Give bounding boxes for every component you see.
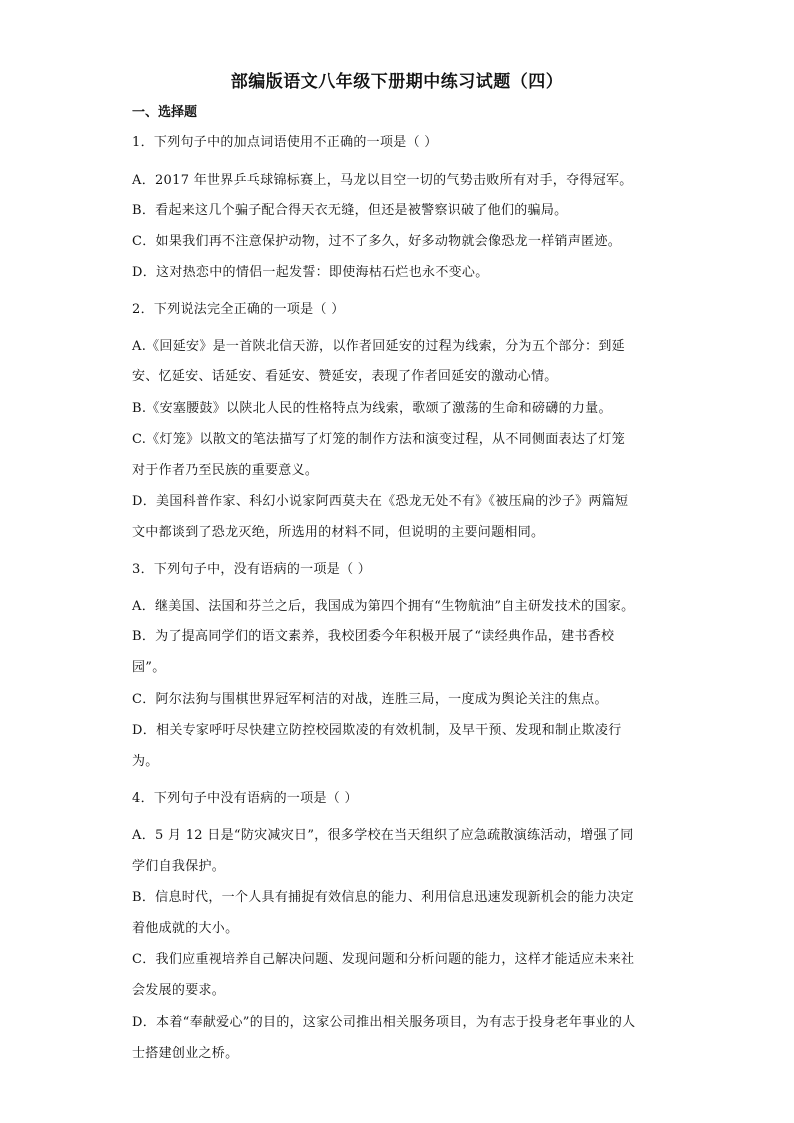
- question-4-option-b: B．信息时代，一个人具有捕捉有效信息的能力、利用信息迅速发现新机会的能力决定: [132, 890, 634, 905]
- question-3-option-b: B．为了提高同学们的语文素养，我校团委今年积极开展了“读经典作品，建书香校: [132, 629, 615, 644]
- question-4-option-b-cont: 着他成就的大小。: [132, 921, 239, 936]
- question-4-option-d: D．本着“奉献爱心”的目的，这家公司推出相关服务项目，为有志于投身老年事业的人: [132, 1015, 636, 1030]
- question-1-stem: 1．下列句子中的加点词语使用不正确的一项是（ ）: [132, 135, 438, 150]
- question-2-option-a: A.《回延安》是一首陕北信天游，以作者回延安的过程为线索，分为五个部分：到延: [132, 339, 625, 354]
- question-2-option-d-cont: 文中都谈到了恐龙灭绝，所选用的材料不同，但说明的主要问题相同。: [132, 525, 545, 540]
- question-2-option-a-cont: 安、忆延安、话延安、看延安、赞延安，表现了作者回延安的激动心情。: [132, 369, 558, 384]
- question-1-option-c: C．如果我们再不注意保护动物，过不了多久，好多动物就会像恐龙一样销声匿迹。: [132, 234, 622, 249]
- question-3-option-d: D．相关专家呼吁尽快建立防控校园欺凌的有效机制，及早干预、发现和制止欺凌行: [132, 723, 622, 738]
- question-2-option-b: B.《安塞腰鼓》以陕北人民的性格特点为线索，歌颂了激荡的生命和磅礴的力量。: [132, 401, 612, 416]
- question-4-option-c: C．我们应重视培养自己解决问题、发现问题和分析问题的能力，这样才能适应未来社: [132, 952, 635, 967]
- question-2-option-d: D．美国科普作家、科幻小说家阿西莫夫在《恐龙无处不有》《被压扁的沙子》两篇短: [132, 494, 629, 509]
- question-4-option-d-cont: 士搭建创业之桥。: [132, 1046, 239, 1061]
- question-3-option-d-cont: 为。: [132, 754, 159, 769]
- question-3-option-b-cont: 园”。: [132, 660, 166, 675]
- question-2-stem: 2．下列说法完全正确的一项是（ ）: [132, 302, 345, 317]
- question-1-option-b: B．看起来这几个骗子配合得天衣无缝，但还是被警察识破了他们的骗局。: [132, 203, 568, 218]
- section-heading: 一、选择题: [132, 105, 198, 120]
- question-2-option-c: C.《灯笼》以散文的笔法描写了灯笼的制作方法和演变过程，从不同侧面表达了灯笼: [132, 432, 626, 447]
- question-1-option-d: D．这对热恋中的情侣一起发誓：即使海枯石烂也永不变心。: [132, 265, 489, 280]
- page-title: 部编版语文八年级下册期中练习试题（四）: [230, 72, 564, 92]
- question-3-option-a: A．继美国、法国和芬兰之后，我国成为第四个拥有“生物航油”自主研发技术的国家。: [132, 599, 635, 614]
- question-4-option-a-cont: 学们自我保护。: [132, 859, 226, 874]
- question-4-option-c-cont: 会发展的要求。: [132, 983, 226, 998]
- question-3-option-c: C．阿尔法狗与围棋世界冠军柯洁的对战，连胜三局，一度成为舆论关注的焦点。: [132, 692, 608, 707]
- question-1-option-a: A．2017 年世界乒乓球锦标赛上，马龙以目空一切的气势击败所有对手，夺得冠军。: [132, 173, 633, 188]
- question-4-option-a: A．5 月 12 日是“防灾减灾日”，很多学校在当天组织了应急疏散演练活动，增强了同: [132, 828, 634, 843]
- question-3-stem: 3．下列句子中，没有语病的一项是（ ）: [132, 562, 372, 577]
- question-2-option-c-cont: 对于作者乃至民族的重要意义。: [132, 463, 319, 478]
- question-4-stem: 4．下列句子中没有语病的一项是（ ）: [132, 791, 358, 806]
